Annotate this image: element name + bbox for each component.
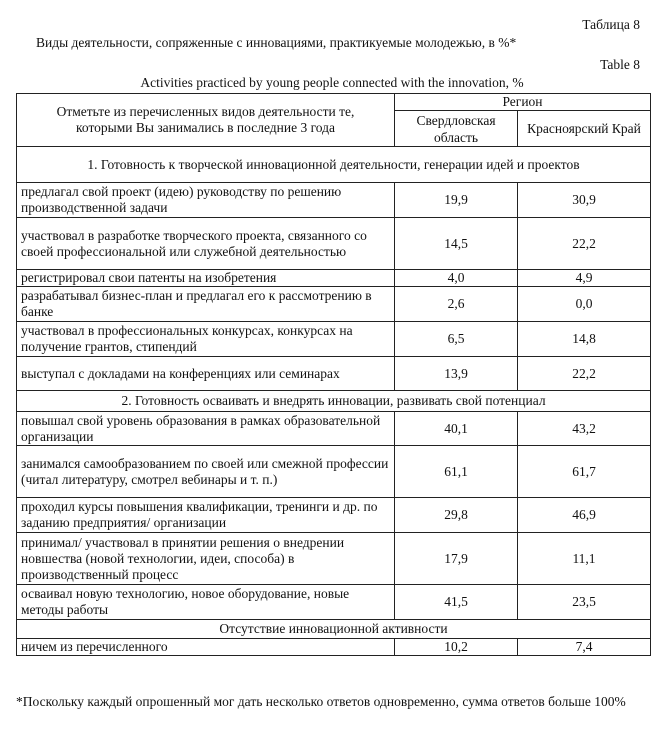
krasnoyarsk-value: 0,0 [518,287,651,322]
section-row [17,620,651,639]
table-row [17,218,651,270]
krasnoyarsk-value: 7,4 [518,639,651,656]
krasnoyarsk-value: 22,2 [518,218,651,270]
krasnoyarsk-value: 4,9 [518,270,651,287]
krasnoyarsk-value: 43,2 [518,412,651,446]
section-title: 1. Готовность к творческой инновационной деятельности, генерации идей и проектов [17,147,651,183]
footnote: *Поскольку каждый опрошенный мог дать несколько ответов одновременно, сумма ответов больше 100% [16,694,626,709]
table-label-en: Table 8 [600,57,640,72]
table-row [17,639,651,656]
sverdlovsk-header: Свердловская область [395,111,518,147]
activity-label: ничем из перечисленного [17,639,395,656]
krasnoyarsk-value: 46,9 [518,498,651,533]
activity-label: повышал свой уровень образования в рамках образовательной организации [17,412,395,446]
table-row [17,287,651,322]
table-title-ru: Виды деятельности, сопряженные с инновациями, практикуемые молодежью, в %* [36,35,517,50]
table-label-ru: Таблица 8 [582,17,640,32]
table-row [17,322,651,357]
sverdlovsk-value: 40,1 [395,412,518,446]
table-row [17,270,651,287]
sverdlovsk-value: 4,0 [395,270,518,287]
table-row [17,498,651,533]
table-row [17,533,651,585]
sverdlovsk-value: 6,5 [395,322,518,357]
activity-label: принимал/ участвовал в принятии решения о внедрении новшества (новой технологии, идеи, способа) в производственный процесс [17,533,395,585]
sverdlovsk-value: 13,9 [395,357,518,391]
activity-label: осваивал новую технологию, новое оборудование, новые методы работы [17,585,395,620]
sverdlovsk-value: 14,5 [395,218,518,270]
activity-label: регистрировал свои патенты на изобретения [17,270,395,287]
section-row [17,147,651,183]
section-title: 2. Готовность осваивать и внедрять инновации, развивать свой потенциал [17,391,651,412]
krasnoyarsk-value: 30,9 [518,183,651,218]
table-row [17,183,651,218]
sverdlovsk-value: 2,6 [395,287,518,322]
region-header: Регион [395,94,651,111]
activity-label: участвовал в профессиональных конкурсах, конкурсах на получение грантов, стипендий [17,322,395,357]
krasnoyarsk-value: 14,8 [518,322,651,357]
activities-table [16,93,651,656]
section-row [17,391,651,412]
table-row [17,446,651,498]
sverdlovsk-value: 41,5 [395,585,518,620]
sverdlovsk-value: 61,1 [395,446,518,498]
activity-label: предлагал свой проект (идею) руководству по решению производственной задачи [17,183,395,218]
activity-label: разрабатывал бизнес-план и предлагал его к рассмотрению в банке [17,287,395,322]
question-header: Отметьте из перечисленных видов деятельности те, которыми Вы занимались в последние 3 года [17,94,395,147]
sverdlovsk-value: 17,9 [395,533,518,585]
table-row [17,585,651,620]
section-title: Отсутствие инновационной активности [17,620,651,639]
krasnoyarsk-value: 22,2 [518,357,651,391]
sverdlovsk-value: 19,9 [395,183,518,218]
sverdlovsk-value: 10,2 [395,639,518,656]
table-row [17,412,651,446]
table-title-en: Activities practiced by young people connected with the innovation, % [140,75,524,90]
krasnoyarsk-value: 61,7 [518,446,651,498]
krasnoyarsk-value: 11,1 [518,533,651,585]
activity-label: участвовал в разработке творческого проекта, связанного со своей профессиональной или служебной деятельностью [17,218,395,270]
activity-label: выступал с докладами на конференциях или семинарах [17,357,395,391]
krasnoyarsk-value: 23,5 [518,585,651,620]
krasnoyarsk-header: Красноярский Край [518,111,651,147]
sverdlovsk-value: 29,8 [395,498,518,533]
activity-label: занимался самообразованием по своей или смежной профессии (читал литературу, смотрел вебинары и т. п.) [17,446,395,498]
table-row [17,357,651,391]
activity-label: проходил курсы повышения квалификации, тренинги и др. по заданию предприятия/ организации [17,498,395,533]
